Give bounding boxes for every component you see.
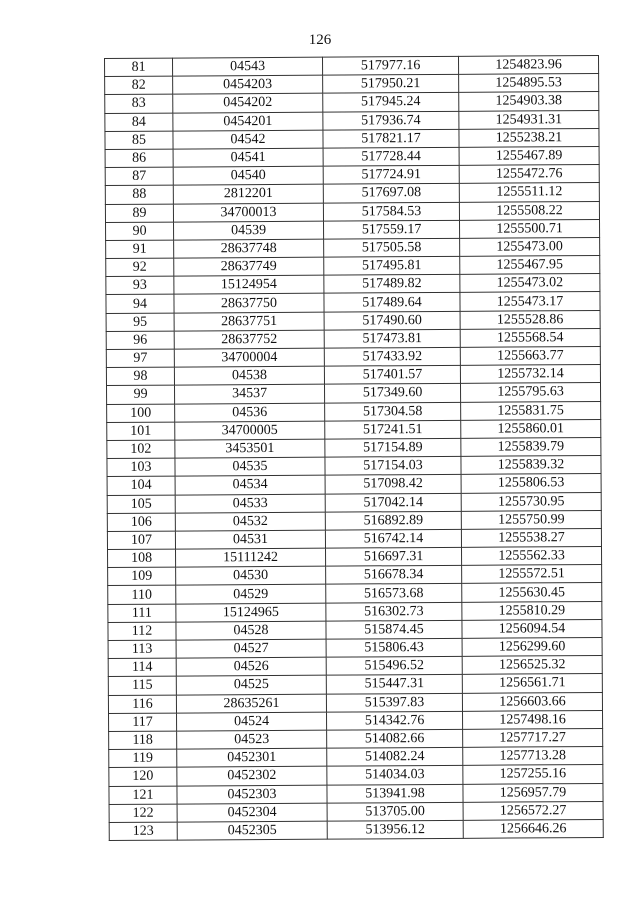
row-number-cell: 86	[105, 149, 173, 168]
point-id-cell: 34700004	[174, 348, 324, 367]
y-coordinate-cell: 1256603.66	[462, 692, 602, 711]
point-id-cell: 04535	[175, 457, 325, 476]
x-coordinate-cell: 514034.03	[327, 766, 463, 785]
row-number-cell: 117	[109, 713, 177, 732]
y-coordinate-cell: 1255473.02	[460, 274, 600, 293]
point-id-cell: 04525	[176, 676, 326, 695]
x-coordinate-cell: 517945.24	[323, 93, 459, 112]
y-coordinate-cell: 1256525.32	[462, 656, 602, 675]
point-id-cell: 28637752	[174, 330, 324, 349]
point-id-cell: 2812201	[173, 184, 323, 203]
row-number-cell: 119	[109, 749, 177, 768]
x-coordinate-cell: 517401.57	[324, 366, 460, 385]
row-number-cell: 95	[106, 313, 174, 332]
y-coordinate-cell: 1254895.53	[459, 74, 599, 93]
x-coordinate-cell: 517559.17	[323, 220, 459, 239]
row-number-cell: 114	[108, 658, 176, 677]
x-coordinate-cell: 514082.66	[327, 729, 463, 748]
y-coordinate-cell: 1255572.51	[462, 565, 602, 584]
x-coordinate-cell: 517728.44	[323, 147, 459, 166]
row-number-cell: 93	[106, 276, 174, 295]
x-coordinate-cell: 516697.31	[325, 547, 461, 566]
x-coordinate-cell: 514342.76	[326, 711, 462, 730]
point-id-cell: 04532	[175, 512, 325, 531]
row-number-cell: 118	[109, 731, 177, 750]
row-number-cell: 96	[106, 331, 174, 350]
y-coordinate-cell: 1255472.76	[459, 165, 599, 184]
y-coordinate-cell: 1254931.31	[459, 110, 599, 129]
point-id-cell: 15124965	[176, 603, 326, 622]
row-number-cell: 120	[109, 767, 177, 786]
y-coordinate-cell: 1255500.71	[459, 219, 599, 238]
row-number-cell: 81	[105, 58, 173, 77]
y-coordinate-cell: 1257255.16	[463, 765, 603, 784]
x-coordinate-cell: 517505.58	[324, 238, 460, 257]
y-coordinate-cell: 1256646.26	[463, 819, 603, 838]
x-coordinate-cell: 515806.43	[326, 638, 462, 657]
point-id-cell: 28635261	[176, 694, 326, 713]
y-coordinate-cell: 1256094.54	[462, 619, 602, 638]
x-coordinate-cell: 517495.81	[324, 256, 460, 275]
row-number-cell: 101	[107, 422, 175, 441]
x-coordinate-cell: 515874.45	[326, 620, 462, 639]
point-id-cell: 0452301	[177, 748, 327, 767]
x-coordinate-cell: 516678.34	[326, 566, 462, 585]
y-coordinate-cell: 1255238.21	[459, 128, 599, 147]
y-coordinate-cell: 1255630.45	[462, 583, 602, 602]
row-number-cell: 90	[106, 222, 174, 241]
x-coordinate-cell: 516573.68	[326, 584, 462, 603]
x-coordinate-cell: 517241.51	[325, 420, 461, 439]
point-id-cell: 0454203	[173, 75, 323, 94]
row-number-cell: 106	[107, 513, 175, 532]
y-coordinate-cell: 1255467.89	[459, 146, 599, 165]
row-number-cell: 82	[105, 76, 173, 95]
y-coordinate-cell: 1257498.16	[462, 710, 602, 729]
point-id-cell: 0452305	[177, 821, 327, 840]
point-id-cell: 28637749	[174, 257, 324, 276]
y-coordinate-cell: 1255511.12	[459, 183, 599, 202]
x-coordinate-cell: 517936.74	[323, 111, 459, 130]
y-coordinate-cell: 1255795.63	[460, 383, 600, 402]
row-number-cell: 110	[108, 586, 176, 605]
y-coordinate-cell: 1254823.96	[458, 55, 598, 74]
row-number-cell: 98	[106, 367, 174, 386]
x-coordinate-cell: 513941.98	[327, 784, 463, 803]
y-coordinate-cell: 1255538.27	[461, 528, 601, 547]
y-coordinate-cell: 1255732.14	[460, 365, 600, 384]
x-coordinate-cell: 517349.60	[324, 384, 460, 403]
y-coordinate-cell: 1255663.77	[460, 346, 600, 365]
point-id-cell: 3453501	[175, 439, 325, 458]
row-number-cell: 105	[107, 495, 175, 514]
y-coordinate-cell: 1255528.86	[460, 310, 600, 329]
row-number-cell: 84	[105, 113, 173, 132]
point-id-cell: 0452302	[177, 766, 327, 785]
x-coordinate-cell: 517950.21	[323, 75, 459, 94]
x-coordinate-cell: 517977.16	[322, 56, 458, 75]
row-number-cell: 116	[108, 695, 176, 714]
point-id-cell: 04524	[177, 712, 327, 731]
x-coordinate-cell: 517098.42	[325, 475, 461, 494]
point-id-cell: 04542	[173, 130, 323, 149]
point-id-cell: 34537	[175, 385, 325, 404]
y-coordinate-cell: 1255860.01	[461, 419, 601, 438]
point-id-cell: 04523	[177, 730, 327, 749]
point-id-cell: 04538	[174, 366, 324, 385]
x-coordinate-cell: 517489.64	[324, 293, 460, 312]
y-coordinate-cell: 1255839.32	[461, 456, 601, 475]
row-number-cell: 85	[105, 131, 173, 150]
x-coordinate-cell: 517304.58	[325, 402, 461, 421]
y-coordinate-cell: 1255473.17	[460, 292, 600, 311]
y-coordinate-cell: 1257713.28	[463, 747, 603, 766]
x-coordinate-cell: 515397.83	[326, 693, 462, 712]
point-id-cell: 04529	[176, 585, 326, 604]
y-coordinate-cell: 1255839.79	[461, 437, 601, 456]
x-coordinate-cell: 517697.08	[323, 184, 459, 203]
point-id-cell: 0452304	[177, 803, 327, 822]
row-number-cell: 112	[108, 622, 176, 641]
row-number-cell: 102	[107, 440, 175, 459]
y-coordinate-cell: 1256957.79	[463, 783, 603, 802]
row-number-cell: 97	[106, 349, 174, 368]
x-coordinate-cell: 513705.00	[327, 802, 463, 821]
page-number: 126	[308, 32, 332, 48]
row-number-cell: 108	[108, 549, 176, 568]
point-id-cell: 04526	[176, 657, 326, 676]
point-id-cell: 34700013	[173, 203, 323, 222]
y-coordinate-cell: 1255568.54	[460, 328, 600, 347]
x-coordinate-cell: 515447.31	[326, 675, 462, 694]
row-number-cell: 87	[105, 167, 173, 186]
point-id-cell: 04534	[175, 475, 325, 494]
x-coordinate-cell: 517724.91	[323, 165, 459, 184]
row-number-cell: 100	[107, 404, 175, 423]
row-number-cell: 122	[109, 804, 177, 823]
y-coordinate-cell: 1256572.27	[463, 801, 603, 820]
y-coordinate-cell: 1255467.95	[460, 256, 600, 275]
point-id-cell: 0452303	[177, 785, 327, 804]
point-id-cell: 04533	[175, 494, 325, 513]
point-id-cell: 0454201	[173, 112, 323, 131]
point-id-cell: 28637750	[174, 294, 324, 313]
x-coordinate-cell: 516892.89	[325, 511, 461, 530]
x-coordinate-cell: 515496.52	[326, 657, 462, 676]
x-coordinate-cell: 517584.53	[323, 202, 459, 221]
coordinates-table-body	[105, 55, 604, 840]
row-number-cell: 89	[105, 204, 173, 223]
x-coordinate-cell: 517490.60	[324, 311, 460, 330]
x-coordinate-cell: 516302.73	[326, 602, 462, 621]
row-number-cell: 83	[105, 94, 173, 113]
x-coordinate-cell: 517042.14	[325, 493, 461, 512]
point-id-cell: 28637751	[174, 312, 324, 331]
x-coordinate-cell: 517473.81	[324, 329, 460, 348]
row-number-cell: 88	[105, 185, 173, 204]
x-coordinate-cell: 517489.82	[324, 275, 460, 294]
point-id-cell: 15111242	[176, 548, 326, 567]
row-number-cell: 107	[107, 531, 175, 550]
point-id-cell: 04530	[176, 566, 326, 585]
y-coordinate-cell: 1255508.22	[459, 201, 599, 220]
x-coordinate-cell: 517821.17	[323, 129, 459, 148]
point-id-cell: 04541	[173, 148, 323, 167]
y-coordinate-cell: 1257717.27	[463, 728, 603, 747]
point-id-cell: 04528	[176, 621, 326, 640]
x-coordinate-cell: 514082.24	[327, 747, 463, 766]
coordinates-table	[104, 55, 604, 841]
point-id-cell: 04531	[175, 530, 325, 549]
point-id-cell: 04540	[173, 166, 323, 185]
point-id-cell: 04536	[175, 403, 325, 422]
y-coordinate-cell: 1256299.60	[462, 637, 602, 656]
y-coordinate-cell: 1255750.99	[461, 510, 601, 529]
row-number-cell: 123	[109, 822, 177, 841]
point-id-cell: 04527	[176, 639, 326, 658]
y-coordinate-cell: 1255473.00	[460, 237, 600, 256]
point-id-cell: 28637748	[174, 239, 324, 258]
point-id-cell: 0454202	[173, 94, 323, 113]
row-number-cell: 104	[107, 476, 175, 495]
x-coordinate-cell: 517154.89	[325, 438, 461, 457]
row-number-cell: 115	[108, 676, 176, 695]
y-coordinate-cell: 1255730.95	[461, 492, 601, 511]
row-number-cell: 94	[106, 295, 174, 314]
y-coordinate-cell: 1255810.29	[462, 601, 602, 620]
y-coordinate-cell: 1254903.38	[459, 92, 599, 111]
point-id-cell: 04539	[174, 221, 324, 240]
y-coordinate-cell: 1255831.75	[461, 401, 601, 420]
row-number-cell: 121	[109, 786, 177, 805]
y-coordinate-cell: 1255562.33	[461, 547, 601, 566]
y-coordinate-cell: 1256561.71	[462, 674, 602, 693]
row-number-cell: 99	[107, 385, 175, 404]
row-number-cell: 113	[108, 640, 176, 659]
x-coordinate-cell: 513956.12	[327, 820, 463, 839]
x-coordinate-cell: 517433.92	[324, 347, 460, 366]
row-number-cell: 109	[108, 567, 176, 586]
x-coordinate-cell: 516742.14	[325, 529, 461, 548]
x-coordinate-cell: 517154.03	[325, 456, 461, 475]
row-number-cell: 111	[108, 604, 176, 623]
y-coordinate-cell: 1255806.53	[461, 474, 601, 493]
point-id-cell: 15124954	[174, 275, 324, 294]
row-number-cell: 103	[107, 458, 175, 477]
row-number-cell: 91	[106, 240, 174, 259]
point-id-cell: 04543	[173, 57, 323, 76]
table-row	[109, 819, 603, 840]
row-number-cell: 92	[106, 258, 174, 277]
point-id-cell: 34700005	[175, 421, 325, 440]
